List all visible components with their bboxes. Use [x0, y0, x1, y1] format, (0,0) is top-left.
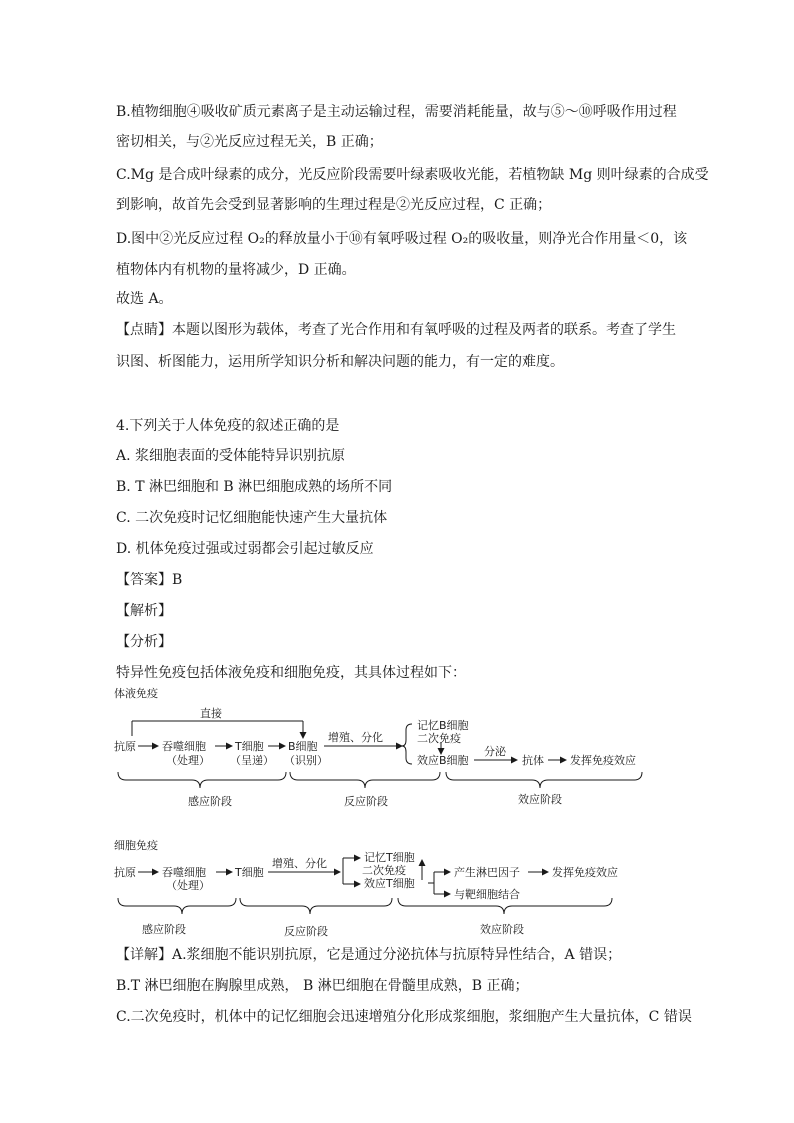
humoral-tcell: T细胞 [235, 740, 264, 753]
humoral-phagocyte: 吞噬细胞 [162, 740, 206, 753]
humoral-phagocyte-sub: （处理） [166, 754, 210, 767]
question-stem: 4.下列关于人体免疫的叙述正确的是 [116, 418, 340, 434]
humoral-memory: 记忆B细胞 [417, 719, 469, 732]
humoral-antigen: 抗原 [114, 740, 136, 753]
cellular-lymphokine: 产生淋巴因子 [454, 866, 520, 879]
option-c: C. 二次免疫时记忆细胞能快速产生大量抗体 [116, 510, 388, 526]
option-d: D. 机体免疫过强或过弱都会引起过敏反应 [116, 541, 374, 557]
detail-line2: B.T 淋巴细胞在胸腺里成熟， B 淋巴细胞在骨髓里成熟，B 正确； [116, 978, 529, 994]
option-b-explanation-line1: B.植物细胞④吸收矿质元素离子是主动运输过程，需要消耗能量，故与⑤～⑩呼吸作用过程 [116, 104, 677, 120]
detail-line3: C.二次免疫时，机体中的记忆细胞会迅速增殖分化形成浆细胞，浆细胞产生大量抗体，C 错误 [116, 1009, 692, 1025]
option-b-explanation-line2: 密切相关，与②光反应过程无关，B 正确； [116, 134, 383, 150]
option-b: B. T 淋巴细胞和 B 淋巴细胞成熟的场所不同 [116, 479, 393, 495]
humoral-bcell: B细胞 [288, 740, 318, 753]
humoral-title: 体液免疫 [114, 687, 158, 700]
direct-label: 直接 [200, 707, 222, 720]
cellular-tcell: T细胞 [235, 866, 264, 879]
fenxi-label: 【分析】 [116, 634, 172, 650]
humoral-effector: 效应B细胞 [417, 754, 469, 767]
humoral-prolif: 增殖、分化 [328, 731, 383, 744]
cellular-prolif: 增殖、分化 [272, 857, 327, 870]
option-c-explanation-line2: 到影响，故首先会受到显著影响的生理过程是②光反应过程，C 正确； [116, 197, 552, 213]
cellular-target: 与靶细胞结合 [454, 888, 520, 901]
option-a: A. 浆细胞表面的受体能特异识别抗原 [116, 448, 346, 464]
detail-line1: 【详解】A.浆细胞不能识别抗原，它是通过分泌抗体与抗原特异性结合，A 错误； [116, 947, 622, 963]
humoral-bcell-sub: （识别） [284, 754, 328, 767]
cellular-effector: 效应T细胞 [364, 877, 415, 890]
humoral-immunity-diagram [112, 684, 672, 814]
cellular-phagocyte: 吞噬细胞 [162, 866, 206, 879]
humoral-secrete: 分泌 [484, 745, 506, 758]
cellular-title: 细胞免疫 [114, 839, 158, 852]
key-point-line2: 识图、析图能力，运用所学知识分析和解决问题的能力，有一定的难度。 [116, 354, 564, 370]
cellular-stage2: 反应阶段 [284, 925, 328, 938]
analysis-label: 【解析】 [116, 603, 172, 619]
cellular-stage1: 感应阶段 [142, 923, 186, 936]
cellular-phagocyte-sub: （处理） [166, 879, 210, 892]
intro-text: 特异性免疫包括体液免疫和细胞免疫，其具体过程如下： [116, 665, 466, 681]
option-d-explanation-line2: 植物体内有机物的量将减少，D 正确。 [116, 262, 356, 278]
humoral-antibody: 抗体 [522, 754, 544, 767]
choice-conclusion: 故选 A。 [116, 291, 173, 307]
answer-label: 【答案】B [116, 572, 183, 588]
cellular-immunity-diagram [112, 836, 672, 940]
cellular-memory: 记忆T细胞 [364, 851, 415, 864]
humoral-stage2: 反应阶段 [344, 795, 388, 808]
humoral-tcell-sub: （呈递） [230, 754, 274, 767]
option-d-explanation-line1: D.图中②光反应过程 O₂的释放量小于⑩有氧呼吸过程 O₂的吸收量，则净光合作用量＜0，该 [116, 231, 688, 247]
humoral-effect: 发挥免疫效应 [570, 754, 636, 767]
humoral-stage1: 感应阶段 [188, 795, 232, 808]
key-point-line1: 【点睛】本题以图形为载体，考查了光合作用和有氧呼吸的过程及两者的联系。考查了学生 [116, 322, 676, 338]
cellular-stage3: 效应阶段 [480, 923, 524, 936]
option-c-explanation-line1: C.Mg 是合成叶绿素的成分，光反应阶段需要叶绿素吸收光能，若植物缺 Mg 则叶绿素的合成受 [116, 167, 709, 183]
cellular-antigen: 抗原 [114, 866, 136, 879]
humoral-second: 二次免疫 [417, 732, 461, 745]
humoral-stage3: 效应阶段 [518, 793, 562, 806]
cellular-effect: 发挥免疫效应 [552, 866, 618, 879]
cellular-second: 二次免疫 [362, 864, 406, 877]
